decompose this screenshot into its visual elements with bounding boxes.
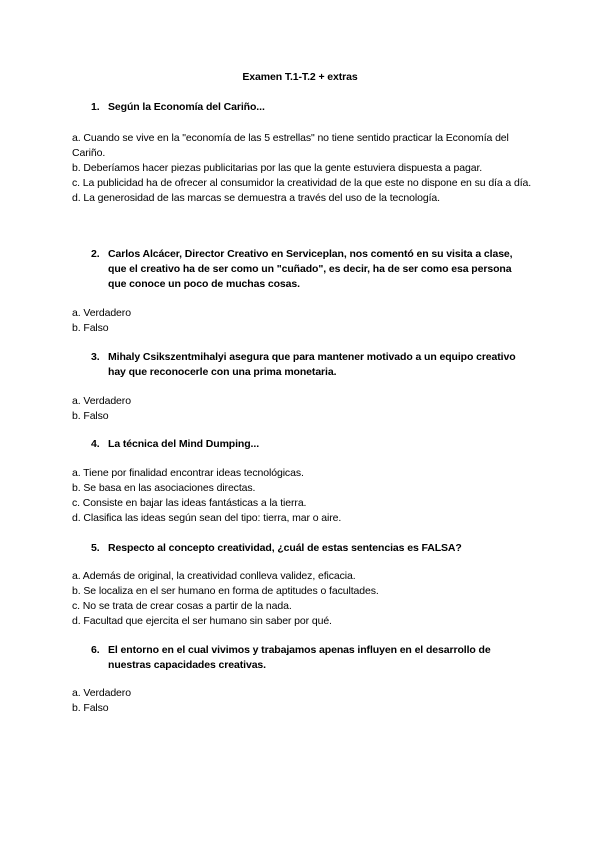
question-2: [91, 247, 531, 292]
document-title: Examen T.1-T.2 + extras: [242, 71, 358, 83]
question-5-options: [72, 569, 532, 629]
option-a: a. Cuando se vive en la "economía de las 5 estrellas" no tiene sentido practicar la Economía del Cariño.: [72, 132, 509, 159]
question-4-options: [72, 466, 532, 526]
option-a: a. Además de original, la creatividad conlleva validez, eficacia.: [72, 570, 356, 582]
option-a: a. Verdadero: [72, 687, 131, 699]
option-b: b. Se localiza en el ser humano en forma de aptitudes o facultades.: [72, 585, 379, 597]
question-text: El entorno en el cual vivimos y trabajamos apenas influyen en el desarrollo de nuestras capacidades creativas.: [108, 644, 491, 671]
option-c: c. Consiste en bajar las ideas fantásticas a la tierra.: [72, 497, 307, 509]
question-1-options: [72, 131, 532, 206]
option-d: d. Clasifica las ideas según sean del tipo: tierra, mar o aire.: [72, 512, 342, 524]
option-b: b. Falso: [72, 410, 109, 422]
question-number: 6.: [91, 644, 100, 656]
option-b: b. Falso: [72, 702, 109, 714]
question-number: 3.: [91, 351, 100, 363]
option-d: d. Facultad que ejercita el ser humano sin saber por qué.: [72, 615, 332, 627]
option-a: a. Verdadero: [72, 395, 131, 407]
question-5: [91, 541, 531, 556]
question-text: Mihaly Csikszentmihalyi asegura que para mantener motivado a un equipo creativo hay que reconocerle con una prima monetaria.: [108, 351, 516, 378]
question-number: 5.: [91, 542, 100, 554]
question-text: Respecto al concepto creatividad, ¿cuál de estas sentencias es FALSA?: [108, 542, 462, 554]
question-text: Carlos Alcácer, Director Creativo en Serviceplan, nos comentó en su visita a clase, que el creativo ha de ser como un "cuñado", es decir, ha de ser como esa persona que conoce un poco de muchas cosas.: [108, 248, 513, 290]
question-3-options: [72, 394, 532, 424]
question-2-options: [72, 306, 532, 336]
option-c: c. La publicidad ha de ofrecer al consumidor la creatividad de la que este no dispone en su día a día.: [72, 177, 532, 189]
option-b: b. Deberíamos hacer piezas publicitarias por las que la gente estuviera dispuesta a pagar.: [72, 162, 483, 174]
question-text: Según la Economía del Cariño...: [108, 101, 265, 113]
question-6: [91, 643, 531, 673]
question-number: 1.: [91, 101, 100, 113]
question-number: 4.: [91, 438, 100, 450]
option-b: b. Se basa en las asociaciones directas.: [72, 482, 256, 494]
question-1: [91, 100, 531, 115]
question-3: [91, 350, 531, 380]
option-a: a. Tiene por finalidad encontrar ideas tecnológicas.: [72, 467, 304, 479]
option-a: a. Verdadero: [72, 307, 131, 319]
option-c: c. No se trata de crear cosas a partir de la nada.: [72, 600, 292, 612]
option-d: d. La generosidad de las marcas se demuestra a través del uso de la tecnología.: [72, 192, 440, 204]
option-b: b. Falso: [72, 322, 109, 334]
question-4: [91, 437, 531, 452]
question-6-options: [72, 686, 532, 716]
question-number: 2.: [91, 248, 100, 260]
question-text: La técnica del Mind Dumping...: [108, 438, 260, 450]
